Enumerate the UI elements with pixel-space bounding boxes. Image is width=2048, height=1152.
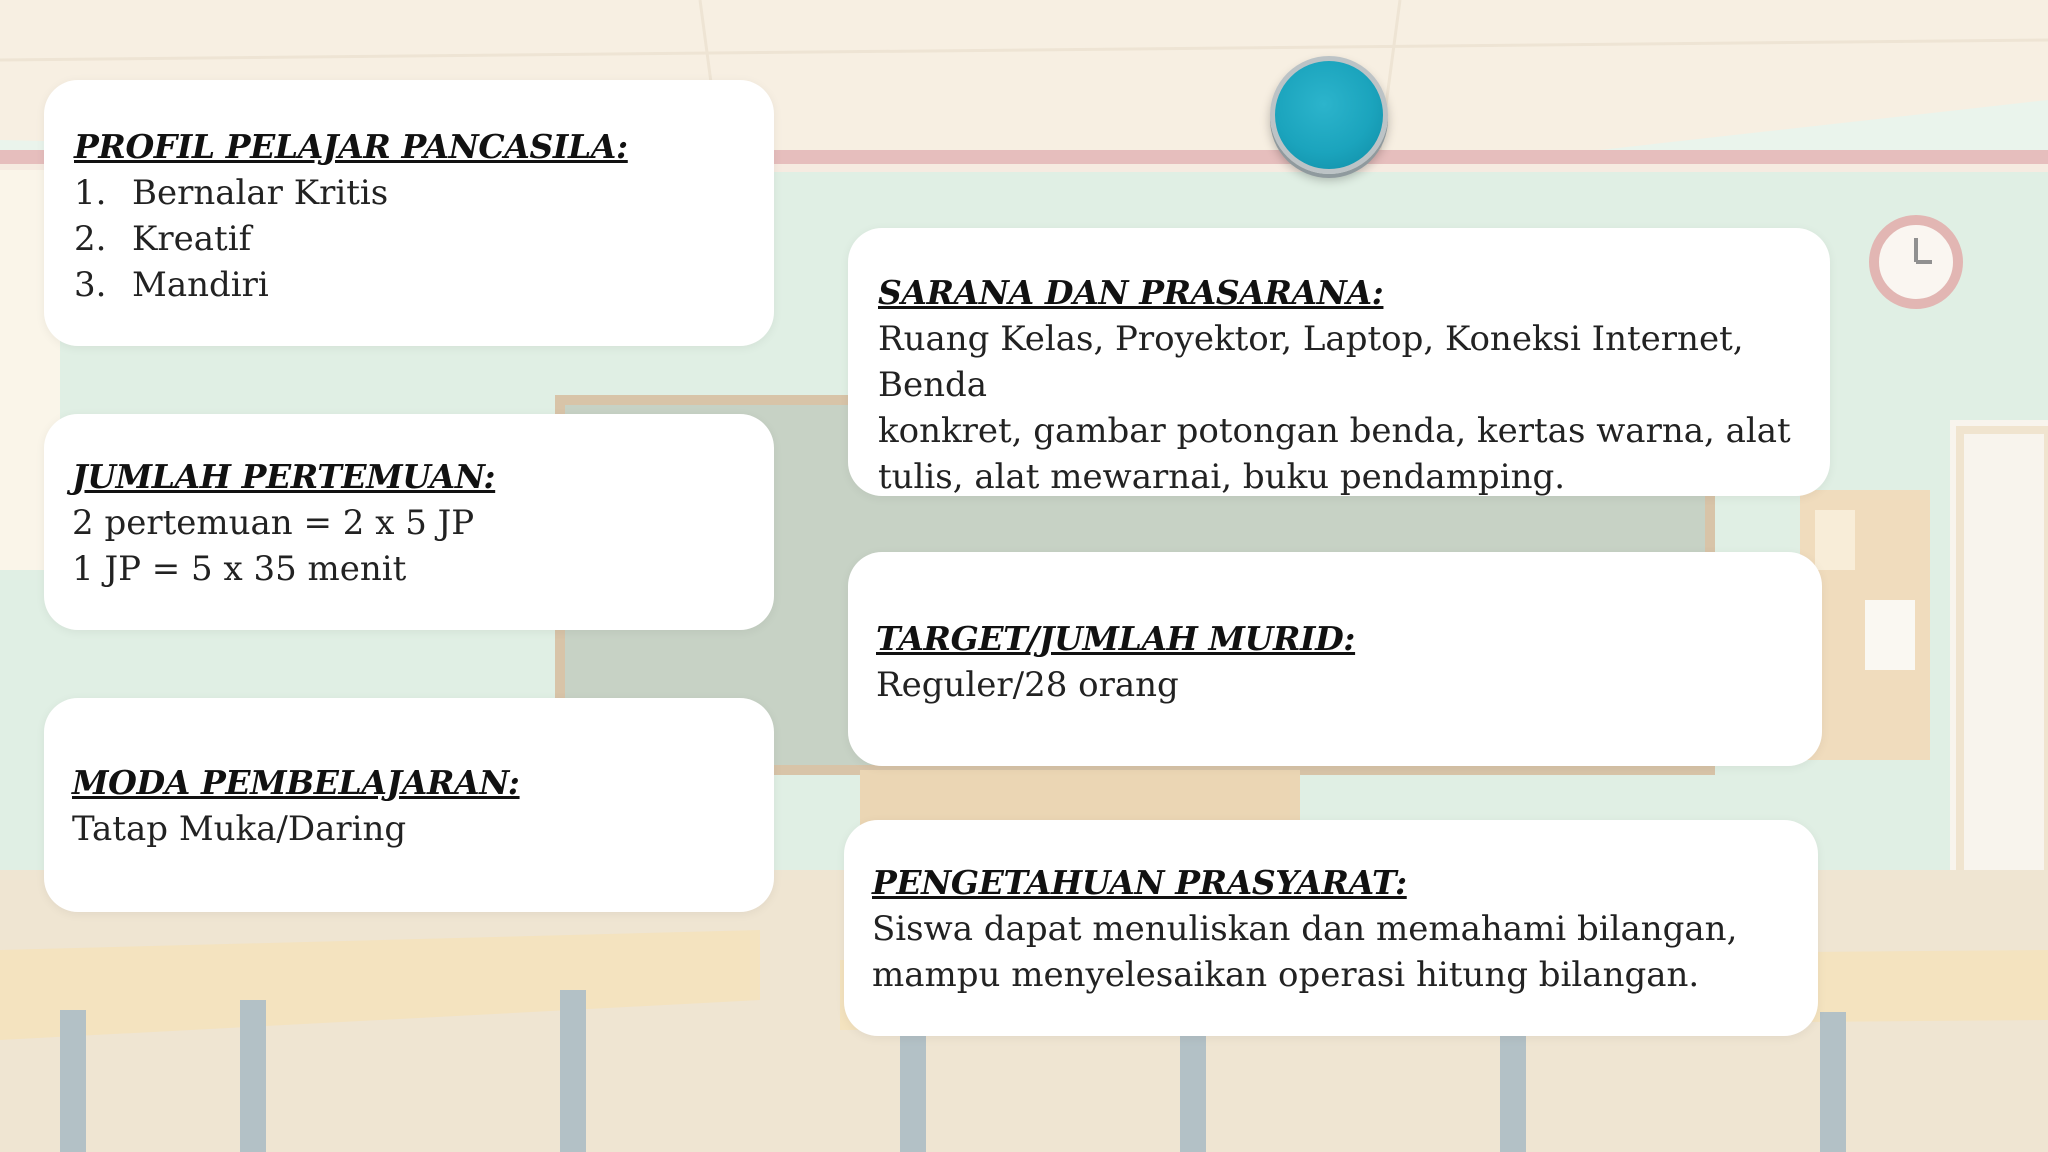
list-label: Bernalar Kritis (132, 173, 389, 213)
pengetahuan-prasyarat-card (844, 820, 1818, 1036)
list-item (74, 216, 744, 262)
target-text: Reguler/28 orang (876, 665, 1179, 705)
jumlah-pertemuan-heading: JUMLAH PERTEMUAN: (72, 457, 496, 496)
jumlah-pertemuan-line: 2 pertemuan = 2 x 5 JP (72, 503, 475, 543)
teal-circle-button (1270, 56, 1388, 174)
prasyarat-heading: PENGETAHUAN PRASYARAT: (872, 863, 1407, 902)
prasyarat-line: mampu menyelesaikan operasi hitung bilangan. (872, 955, 1700, 995)
profil-heading: PROFIL PELAJAR PANCASILA: (74, 127, 628, 166)
sarana-line: Ruang Kelas, Proyektor, Laptop, Koneksi Internet, Benda (878, 319, 1744, 405)
list-item (74, 170, 744, 216)
moda-text: Tatap Muka/Daring (72, 809, 407, 849)
list-label: Mandiri (132, 265, 269, 305)
target-murid-card (848, 552, 1822, 766)
moda-heading: MODA PEMBELAJARAN: (72, 763, 520, 802)
prasyarat-line: Siswa dapat menuliskan dan memahami bilangan, (872, 909, 1738, 949)
sarana-line: konkret, gambar potongan benda, kertas warna, alat (878, 411, 1791, 451)
sarana-line: tulis, alat mewarnai, buku pendamping. (878, 457, 1566, 497)
profil-card (44, 80, 774, 346)
sarana-heading: SARANA DAN PRASARANA: (878, 273, 1384, 312)
jumlah-pertemuan-card (44, 414, 774, 630)
list-number: 3. (74, 265, 107, 305)
list-item (74, 262, 744, 308)
profil-list (74, 170, 744, 308)
moda-pembelajaran-card (44, 698, 774, 912)
list-label: Kreatif (132, 219, 252, 259)
sarana-prasarana-card (848, 228, 1830, 496)
jumlah-pertemuan-line: 1 JP = 5 x 35 menit (72, 549, 407, 589)
list-number: 2. (74, 219, 107, 259)
list-number: 1. (74, 173, 107, 213)
target-heading: TARGET/JUMLAH MURID: (876, 619, 1356, 658)
